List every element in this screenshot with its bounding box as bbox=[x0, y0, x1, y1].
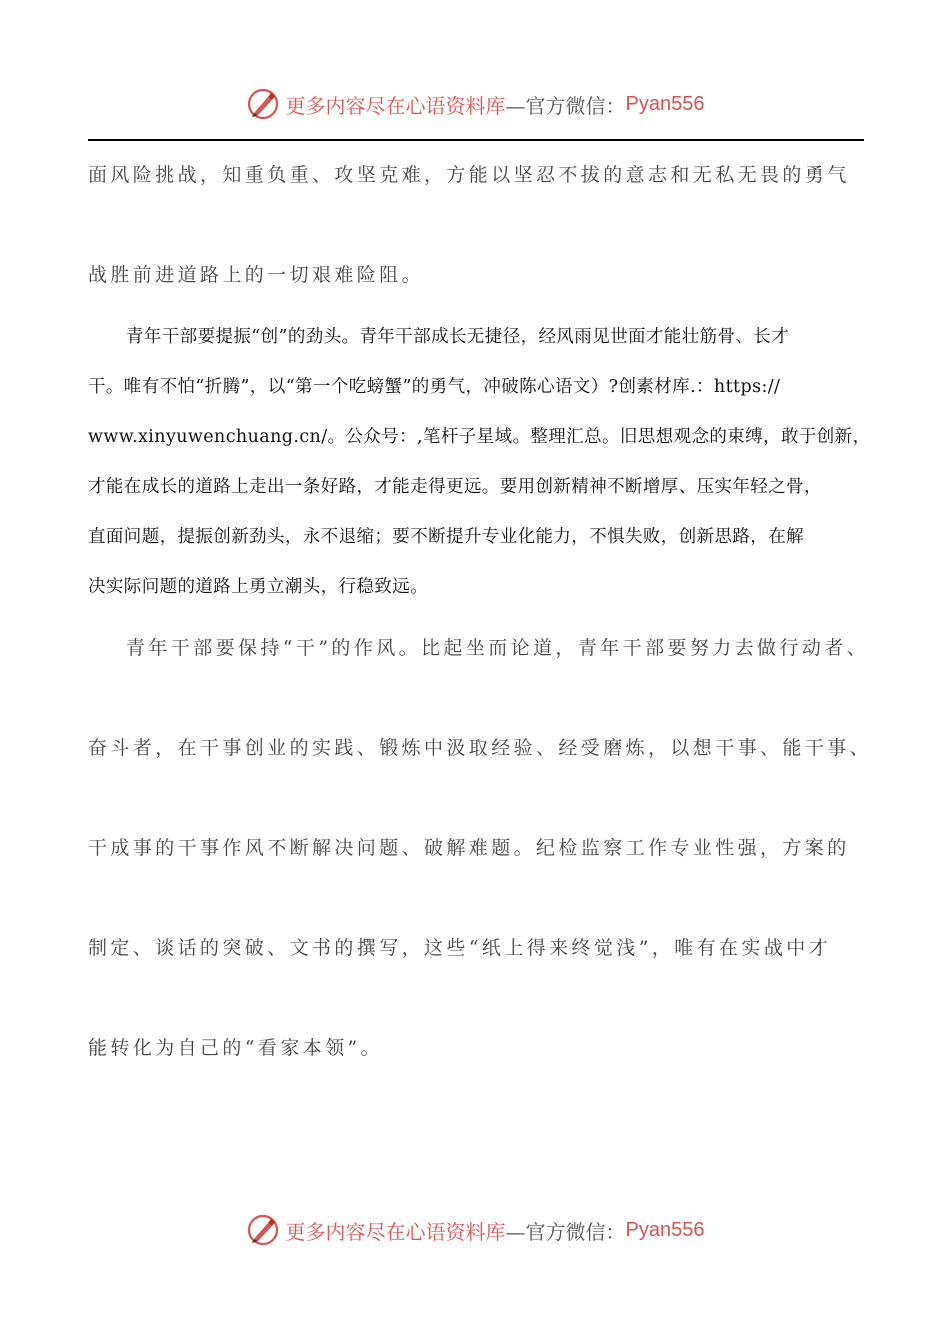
banner-site-name: 更多内容尽在心语资料库 bbox=[285, 93, 506, 118]
text-line: 战胜前进道路上的一切艰难险阻。 bbox=[88, 264, 425, 286]
text-line: 奋斗者，在干事创业的实践、锻炼中汲取经验、经受磨炼，以想干事、能干事、 bbox=[88, 737, 873, 759]
text-line: 制定、谈话的突破、文书的撰写，这些“纸上得来终觉浅”，唯有在实战中才 bbox=[88, 937, 832, 959]
text-line: 干成事的干事作风不断解决问题、破解难题。纪检监察工作专业性强，方案的 bbox=[88, 837, 850, 859]
pen-logo-icon bbox=[246, 87, 280, 121]
text-line: 才能在成长的道路上走出一条好路，才能走得更远。要用创新精神不断增厚、压实年轻之骨， bbox=[88, 477, 822, 497]
text-line: 直面问题，提振创新劲头，永不退缩；要不断提升专业化能力，不惧失败，创新思路，在解 bbox=[88, 527, 804, 547]
text-line: 干。唯有不怕“折腾”，以“第一个吃螃蟹”的勇气，冲破陈心语文）?创素材库.：https:// bbox=[88, 377, 781, 397]
banner-wechat-id: Pyan556 bbox=[625, 92, 705, 115]
banner-site-name: 更多内容尽在心语资料库 bbox=[285, 1219, 506, 1244]
banner-wechat-id: Pyan556 bbox=[625, 1218, 705, 1241]
text-line: 能转化为自己的“看家本领”。 bbox=[88, 1037, 384, 1059]
footer-banner bbox=[0, 1208, 950, 1252]
text-line: 青年干部要提振“创”的劲头。青年干部成长无捷径，经风雨见世面才能壮筋骨、长才 bbox=[126, 327, 790, 347]
text-line: 青年干部要保持“干”的作风。比起坐而论道，青年干部要努力去做行动者、 bbox=[126, 637, 870, 659]
banner-wechat-label: —官方微信： bbox=[505, 1219, 626, 1244]
header-banner bbox=[0, 82, 950, 126]
banner-wechat-label: —官方微信： bbox=[505, 93, 626, 118]
text-line: 决实际问题的道路上勇立潮头，行稳致远。 bbox=[88, 577, 429, 597]
text-line: www.xinyuwenchuang.cn/。公众号：,笔杆子星域。整理汇总。旧思想观念的束缚，敢于创新， bbox=[88, 427, 871, 447]
text-line: 面风险挑战，知重负重、攻坚克难，方能以坚忍不拔的意志和无私无畏的勇气 bbox=[88, 164, 850, 186]
header-divider bbox=[88, 139, 864, 141]
pen-logo-icon bbox=[246, 1213, 280, 1247]
